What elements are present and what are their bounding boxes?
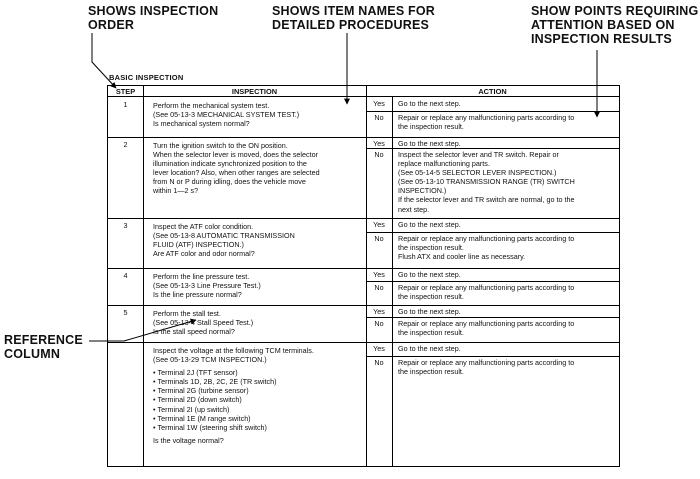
- text-line: Repair or replace any malfunctioning parts according to: [398, 113, 575, 122]
- text-line: the inspection result.: [398, 292, 464, 302]
- inspection-cell: [153, 309, 363, 336]
- answer-no: No: [374, 283, 384, 292]
- text-line: Is mechanical system normal?: [153, 119, 250, 129]
- text-line: (See 05-13-3 Line Pressure Test.): [153, 281, 261, 291]
- result-divider: [366, 356, 619, 357]
- inspection-table: [107, 85, 620, 467]
- text-line: within 1—2 s?: [153, 186, 199, 196]
- callout-line: INSPECTION RESULTS: [531, 32, 672, 46]
- text-line: Go to the next step.: [398, 139, 461, 148]
- text-line: Repair or replace any malfunctioning parts according to: [398, 283, 575, 292]
- answer-yes: Yes: [373, 99, 385, 108]
- result-divider: [366, 281, 619, 282]
- step-number: 4: [123, 271, 128, 280]
- text-line: • Terminal 1E (M range switch): [153, 414, 363, 423]
- header-inspection: INSPECTION: [143, 86, 366, 97]
- callout-line: SHOW POINTS REQUIRING: [531, 4, 699, 18]
- text-line: the inspection result.: [398, 243, 464, 253]
- answer-no: No: [374, 358, 384, 367]
- text-line: INSPECTION.): [398, 186, 447, 196]
- text-line: Inspect the ATF color condition.: [153, 222, 254, 231]
- text-line: Is the voltage normal?: [153, 435, 224, 445]
- text-line: the inspection result.: [398, 328, 464, 338]
- text-line: Inspect the selector lever and TR switch. Repair or: [398, 150, 559, 159]
- text-line: Go to the next step.: [398, 307, 461, 316]
- answer-yes: Yes: [373, 344, 385, 353]
- step-number: 2: [123, 140, 128, 149]
- text-line: • Terminal 2J (TFT sensor): [153, 368, 363, 377]
- text-line: Is the stall speed normal?: [153, 327, 235, 337]
- text-line: Flush ATX and cooler line as necessary.: [398, 252, 526, 262]
- action-cell: [398, 319, 618, 337]
- text-line: (See 05-13-8 AUTOMATIC TRANSMISSION: [153, 231, 295, 241]
- text-line: Perform the mechanical system test.: [153, 101, 270, 110]
- terminal-list: [153, 368, 363, 432]
- callout-line: SHOWS INSPECTION: [88, 4, 219, 18]
- action-cell: [398, 270, 618, 279]
- text-line: When the selector lever is moved, does the selector: [153, 150, 318, 160]
- text-line: the inspection result.: [398, 122, 464, 132]
- callout-line: SHOWS ITEM NAMES FOR: [272, 4, 436, 18]
- column-divider: [143, 86, 144, 466]
- row-divider: [108, 137, 619, 138]
- action-cell: [398, 307, 618, 316]
- row-divider: [108, 305, 619, 306]
- inspection-cell: [153, 101, 363, 128]
- answer-yes: Yes: [373, 307, 385, 316]
- text-line: from N or P during idling, does the vehicle move: [153, 177, 306, 187]
- action-cell: [398, 113, 618, 131]
- callout-line: ATTENTION BASED ON: [531, 18, 675, 32]
- row-divider: [108, 268, 619, 269]
- step-number: 5: [123, 308, 128, 317]
- inspection-cell: [153, 222, 363, 258]
- text-line: FLUID (ATF) INSPECTION.): [153, 240, 244, 250]
- header-step: STEP: [108, 86, 143, 97]
- action-cell: [398, 150, 618, 214]
- text-line: (See 05-13-3 MECHANICAL SYSTEM TEST.): [153, 110, 300, 120]
- result-divider: [366, 232, 619, 233]
- result-divider: [366, 317, 619, 318]
- action-cell: [398, 234, 618, 261]
- text-line: (See 05-14-5 SELECTOR LEVER INSPECTION.): [398, 168, 557, 178]
- text-line: Is the line pressure normal?: [153, 290, 242, 300]
- text-line: (See 05-13-4 Stall Speed Test.): [153, 318, 254, 328]
- text-line: (See 05-13-29 TCM INSPECTION.): [153, 355, 267, 365]
- text-line: next step.: [398, 204, 430, 214]
- answer-no: No: [374, 234, 384, 243]
- answer-yes: Yes: [373, 139, 385, 148]
- text-line: Perform the stall test.: [153, 309, 221, 318]
- text-line: Turn the ignition switch to the ON position.: [153, 141, 288, 150]
- text-line: Go to the next step.: [398, 220, 461, 229]
- text-line: • Terminal 2D (down switch): [153, 395, 363, 404]
- callout-line: ORDER: [88, 18, 135, 32]
- text-line: (See 05-13-10 TRANSMISSION RANGE (TR) SWITCH: [398, 177, 575, 187]
- text-line: Go to the next step.: [398, 270, 461, 279]
- answer-yes: Yes: [373, 270, 385, 279]
- answer-yes: Yes: [373, 220, 385, 229]
- step-number: 3: [123, 221, 128, 230]
- callout-line: REFERENCE: [4, 333, 83, 347]
- text-line: Repair or replace any malfunctioning parts according to: [398, 358, 575, 367]
- action-cell: [398, 283, 618, 301]
- answer-no: No: [374, 319, 384, 328]
- text-line: the inspection result.: [398, 367, 464, 377]
- text-line: Repair or replace any malfunctioning parts according to: [398, 234, 575, 243]
- action-cell: [398, 139, 618, 148]
- text-line: • Terminals 1D, 2B, 2C, 2E (TR switch): [153, 377, 363, 386]
- answer-no: No: [374, 113, 384, 122]
- callout-line: DETAILED PROCEDURES: [272, 18, 430, 32]
- answer-no: No: [374, 150, 384, 159]
- text-line: Inspect the voltage at the following TCM terminals.: [153, 346, 314, 355]
- action-cell: [398, 344, 618, 353]
- text-line: Go to the next step.: [398, 344, 461, 353]
- text-line: illumination indicate synchronized position to the: [153, 159, 307, 169]
- result-divider: [366, 148, 619, 149]
- action-cell: [398, 358, 618, 376]
- row-divider: [108, 342, 619, 343]
- text-line: Perform the line pressure test.: [153, 272, 250, 281]
- text-line: lever location? Also, when other ranges are selected: [153, 168, 320, 178]
- row-divider: [108, 218, 619, 219]
- callout-line: COLUMN: [4, 347, 61, 361]
- section-title: BASIC INSPECTION: [109, 73, 184, 82]
- step-number: 1: [123, 100, 128, 109]
- inspection-cell: [153, 272, 363, 299]
- text-line: Are ATF color and odor normal?: [153, 249, 255, 259]
- text-line: replace malfunctioning parts.: [398, 159, 490, 169]
- text-line: If the selector lever and TR switch are normal, go to the: [398, 195, 575, 205]
- result-divider: [366, 111, 619, 112]
- inspection-cell: [153, 141, 363, 196]
- text-line: Repair or replace any malfunctioning parts according to: [398, 319, 575, 328]
- header-action: ACTION: [366, 86, 619, 97]
- action-cell: [398, 220, 618, 229]
- text-line: • Terminal 2I (up switch): [153, 405, 363, 414]
- text-line: Go to the next step.: [398, 99, 461, 108]
- text-line: • Terminal 2G (turbine sensor): [153, 386, 363, 395]
- text-line: • Terminal 1W (steering shift switch): [153, 423, 363, 432]
- inspection-cell: [153, 346, 363, 445]
- action-cell: [398, 99, 618, 108]
